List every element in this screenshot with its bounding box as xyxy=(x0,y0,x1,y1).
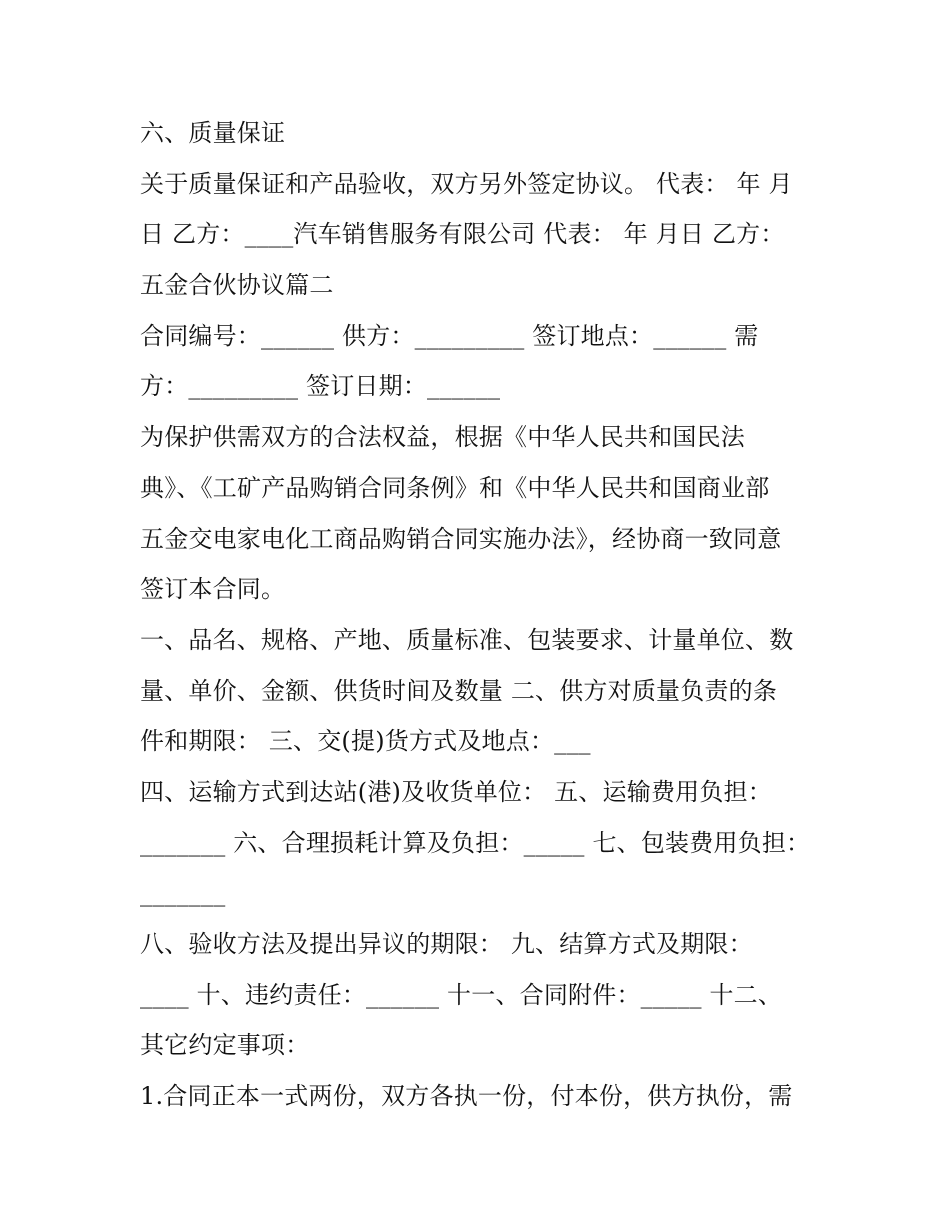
clause-line: ____ 十、违约责任：______ 十一、合同附件：_____ 十二、 xyxy=(140,980,783,1009)
document-title: 五金合伙协议篇二 xyxy=(140,271,334,300)
clause-line: _______ 六、合理损耗计算及负担：_____ 七、包装费用负担： xyxy=(140,828,811,857)
paragraph-line: 典》、《工矿产品购销合同条例》和《中华人民共和国商业部 xyxy=(140,473,770,502)
clause-line: 一、品名、规格、产地、质量标准、包装要求、计量单位、数 xyxy=(140,625,794,654)
clause-line: 四、运输方式到达站(港)及收货单位： 五、运输费用负担： xyxy=(140,777,772,806)
contract-info-line: 合同编号：______ 供方：_________ 签订地点：______ 需 xyxy=(140,321,759,350)
paragraph-line: 五金交电家电化工商品购销合同实施办法》，经协商一致同意 xyxy=(140,524,782,553)
paragraph-line: 关于质量保证和产品验收，双方另外签定协议。 代表： 年 月 xyxy=(140,169,793,198)
clause-line: 量、单价、金额、供货时间及数量 二、供方对质量负责的条 xyxy=(140,676,778,705)
paragraph-line: 签订本合同。 xyxy=(140,575,286,604)
clause-line: 其它约定事项： xyxy=(140,1031,310,1060)
contract-info-line: 方：_________ 签订日期：______ xyxy=(140,372,501,401)
clause-line: 八、验收方法及提出异议的期限： 九、结算方式及期限： xyxy=(140,930,753,958)
section-heading: 六、质量保证 xyxy=(140,119,286,147)
document-body xyxy=(140,108,820,1122)
numbered-item-line: 1.合同正本一式两份，双方各执一份，付本份，供方执份，需 xyxy=(140,1082,793,1111)
clause-line: 件和期限： 三、交(提)货方式及地点：___ xyxy=(140,727,591,756)
clause-line: _______ xyxy=(140,879,226,908)
paragraph-line: 日 乙方：____汽车销售服务有限公司 代表： 年 月日 乙方： xyxy=(140,220,785,249)
paragraph-line: 为保护供需双方的合法权益，根据《中华人民共和国民法 xyxy=(140,423,745,452)
